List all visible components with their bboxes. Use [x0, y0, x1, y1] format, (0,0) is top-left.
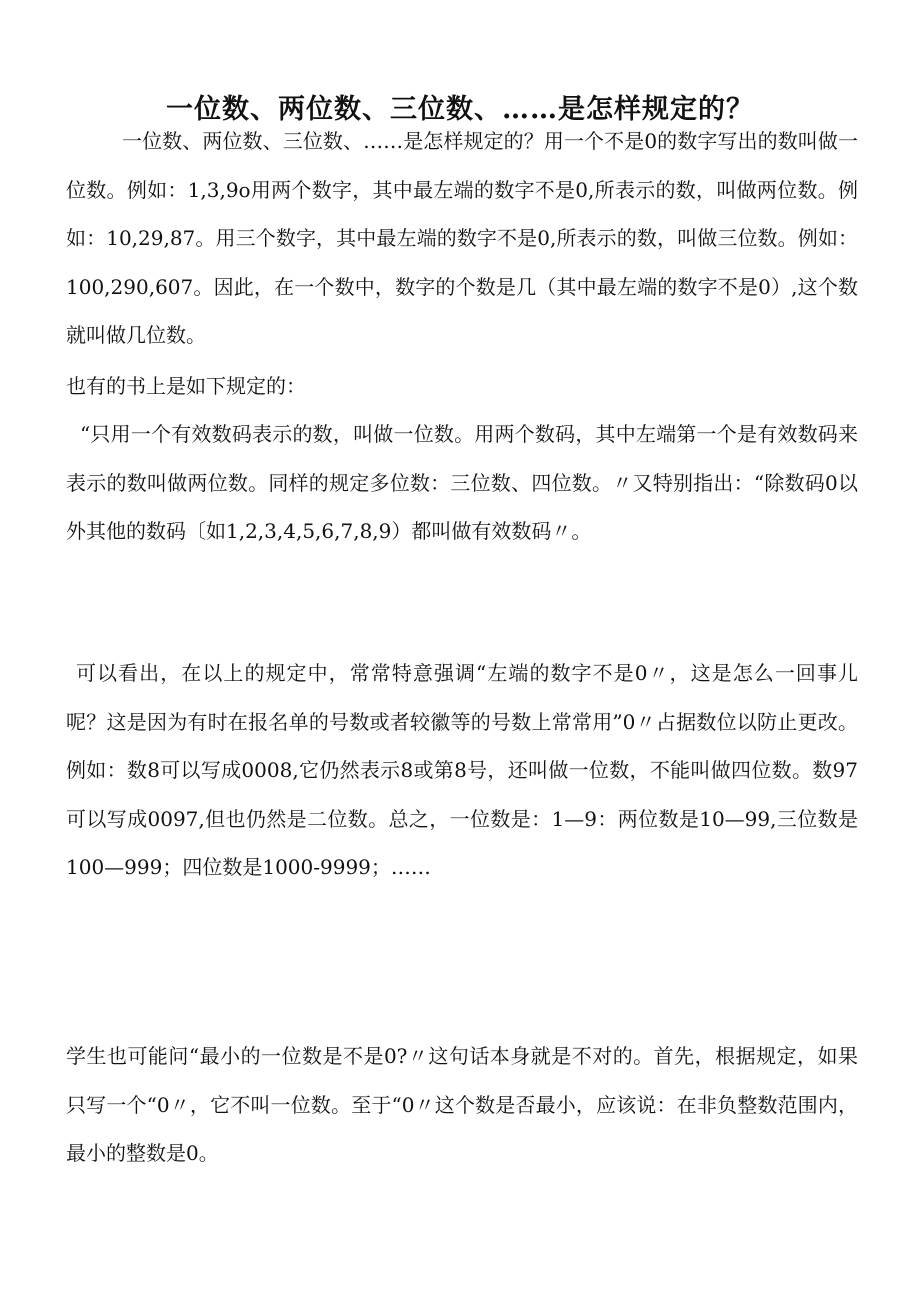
paragraph-alt-definition: “只用一个有效数码表示的数，叫做一位数。用两个数码，其中左端第一个是有效数码来表示的数叫做两位数。同样的规定多位数：三位数、四位数。〃又特别指出：“除数码0以外其他的数码〔如1,2,3,4,5,6,7,8,9）都叫做有效数码〃。 — [66, 422, 858, 544]
paragraph-explanation: 可以看出，在以上的规定中，常常特意强调“左端的数字不是0〃，这是怎么一回事儿呢？这是因为有时在报名单的号数或者较徽等的号数上常常用”0〃占据数位以防止更改。例如：数8可以写成0008,它仍然表示8或第8号，还叫做一位数，不能叫做四位数。数97可以写成0097,但也仍然是二位数。总之，一位数是：1—9：两位数是10—99,三位数是100—999；四位数是1000-9999；…… — [66, 661, 858, 880]
paragraph-conclusion: 学生也可能问“最小的一位数是不是0?〃这句话本身就是不对的。首先，根据规定，如果只写一个“0〃，它不叫一位数。至于“0〃这个数是否最小，应该说：在非负整数范围内，最小的整数是0。 — [66, 1044, 858, 1166]
paragraph-definition: 一位数、两位数、三位数、……是怎样规定的？用一个不是0的数字写出的数叫做一位数。例如：1,3,9o用两个数字，其中最左端的数字不是0,所表示的数，叫做两位数。例如：10,29,87。用三个数字，其中最左端的数字不是0,所表示的数，叫做三位数。例如：100,290,607。因此，在一个数中，数字的个数是几（其中最左端的数字不是0）,这个数就叫做几位数。 — [66, 129, 858, 348]
document-title: 一位数、两位数、三位数、……是怎样规定的？ — [166, 94, 754, 126]
paragraph-intro-alt: 也有的书上是如下规定的： — [66, 374, 306, 398]
